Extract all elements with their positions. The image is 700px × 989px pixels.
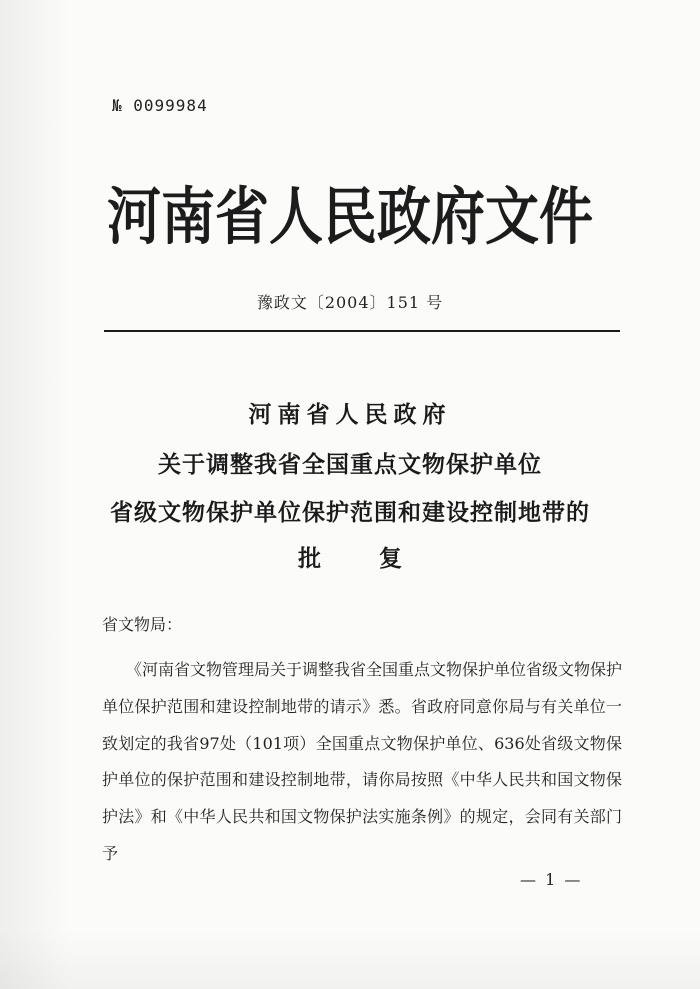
title-line-1: 河南省人民政府	[248, 402, 452, 428]
page-number: — 1 —	[520, 870, 583, 889]
title-line-4: 批复	[298, 546, 460, 572]
document-masthead: 河南省人民政府文件	[107, 180, 593, 254]
scan-shadow-bottom	[0, 929, 700, 989]
title-line-3: 省级文物保护单位保护范围和建设控制地带的	[110, 500, 590, 526]
title-line-2: 关于调整我省全国重点文物保护单位	[158, 452, 542, 478]
header-divider	[104, 330, 620, 332]
salutation: 省文物局：	[102, 615, 183, 634]
serial-number: № 0099984	[112, 96, 208, 115]
body-paragraph: 《河南省文物管理局关于调整我省全国重点文物保护单位省级文物保护单位保护范围和建设控制地带的请示》悉。省政府同意你局与有关单位一致划定的我省97处（101项）全国重点文物保护单位、636处省级文物保护单位的保护范围和建设控制地带，请你局按照《中华人民共和国文物保护法》和《中华人民共和国文物保护法实施条例》的规定，会同有关部门予	[102, 660, 623, 863]
document-number: 豫政文〔2004〕151 号	[256, 293, 444, 312]
